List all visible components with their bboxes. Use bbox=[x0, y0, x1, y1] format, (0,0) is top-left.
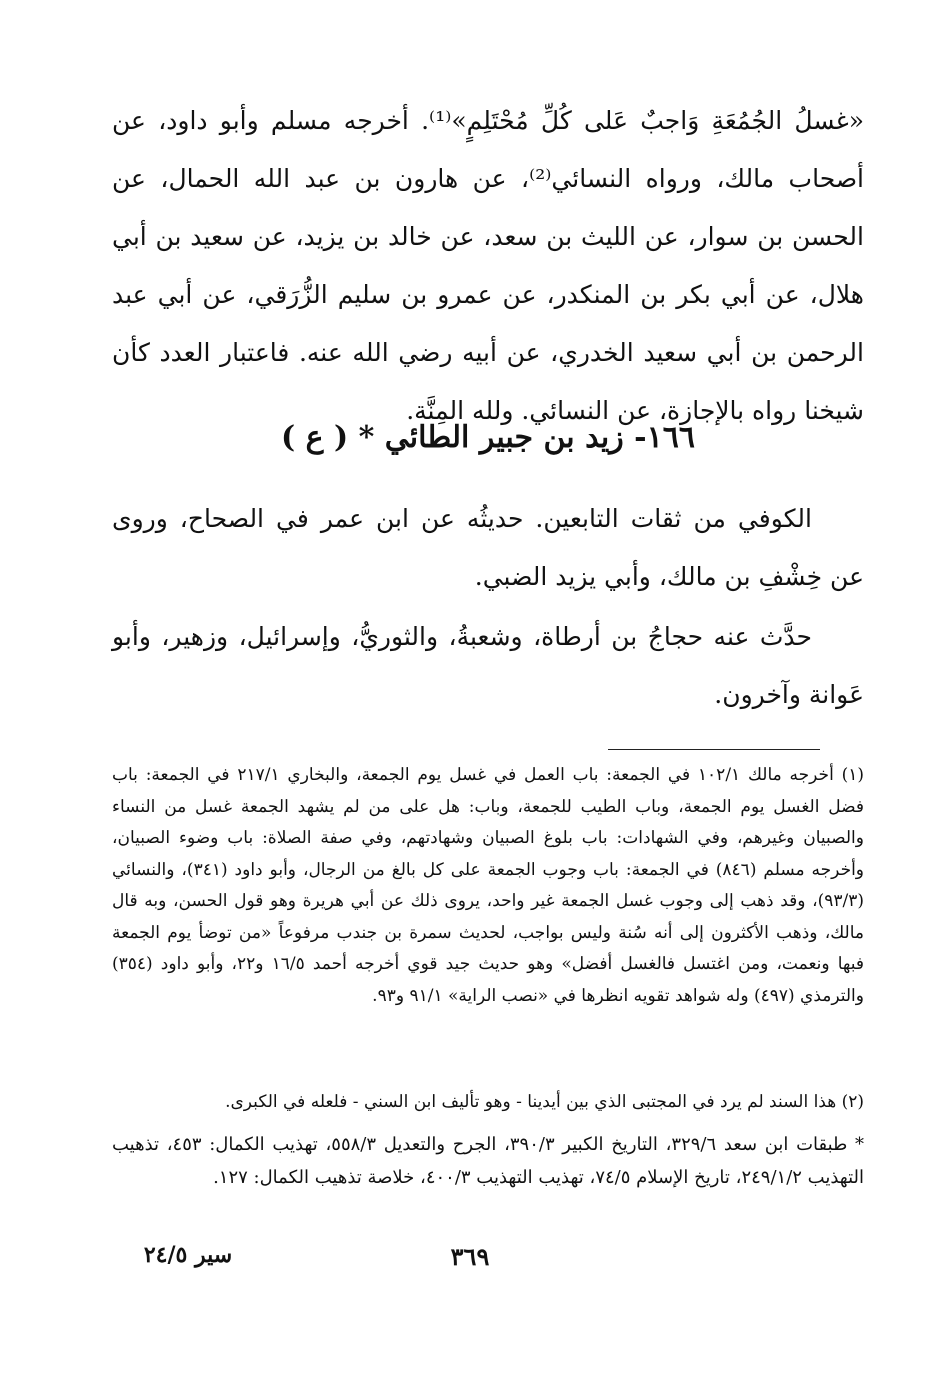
footnote-2: (٢) هذا السند لم يرد في المجتبى الذي بين أيدينا - وهو تأليف ابن السني - فلعله في الكبرى. bbox=[225, 1092, 864, 1112]
bio-paragraph-students: حدَّث عنه حجاجُ بن أرطاة، وشعبةُ، والثوريُّ، وإسرائيل، وزهير، وأبو عَوانة وآخرون. bbox=[112, 622, 864, 709]
printer-signature-mark: سير ٢٤/٥ bbox=[143, 1242, 233, 1268]
footnote-divider bbox=[608, 749, 820, 750]
page-number: ٣٦٩ bbox=[450, 1242, 490, 1271]
source-references-note: * طبقات ابن سعد ٣٢٩/٦، التاريخ الكبير ٣٩٠/٣، الجرح والتعديل ٥٥٨/٣، تهذيب الكمال: ٤٥٣، تذهيب التهذيب ٢٤٩/١/٢، تاريخ الإسلام ٧٤/٥، تهذيب التهذيب ٤٠٠/٣، خلاصة تذهيب الكمال: ١٢٧. bbox=[112, 1134, 865, 1188]
bio-paragraph-teachers: الكوفي من ثقات التابعين. حديثُه عن ابن عمر في الصحاح، وروى عن خِشْفِ بن مالك، وأبي يزيد الضبي. bbox=[112, 504, 864, 591]
main-paragraph: «غسلُ الجُمُعَةِ وَاجبٌ عَلى كُلِّ مُحْتَلِمٍ»⁽¹⁾. أخرجه مسلم وأبو داود، عن أصحاب مالك، ورواه النسائي⁽²⁾، عن هارون بن عبد الله الحمال، عن الحسن بن سوار، عن الليث بن سعد، عن خالد بن يزيد، عن سعيد بن أبي هلال، عن أبي بكر بن المنكدر، عن عمرو بن سليم الزُّرَقي، عن أبي عبد الرحمن بن أبي سعيد الخدري، عن أبيه رضي الله عنه. فاعتبار العدد كأن شيخنا رواه بالإجازة، عن النسائي. ولله المِنَّة. bbox=[112, 106, 865, 425]
entry-heading: ١٦٦- زيد بن جبير الطائي * ( ع ) bbox=[281, 420, 695, 455]
footnote-1: (١) أخرجه مالك ١٠٢/١ في الجمعة: باب العمل في غسل يوم الجمعة، والبخاري ٢١٧/١ في الجمعة: باب فضل الغسل يوم الجمعة، وباب الطيب للجمعة، وباب: هل على من لم يشهد الجمعة غسل من النساء والصبيان وغيرهم، وفي الشهادات: باب بلوغ الصبيان وشهادتهم، وفي صفة الصلاة: باب وضوء الصبيان، وأخرجه مسلم (٨٤٦) في الجمعة: باب وجوب الجمعة على كل بالغ من الرجال، وأبو داود (٣٤١)، والنسائي (٩٣/٣)، وقد ذهب إلى وجوب غسل الجمعة غير واحد، يروى ذلك عن أبي هريرة وهو قول الحسن، وبه قال مالك، وذهب الأكثرون إلى أنه سُنة وليس بواجب، لحديث سمرة بن جندب مرفوعاً «من توضأ يوم الجمعة فبها ونعمت، ومن اغتسل فالغسل أفضل» وهو حديث جيد قوي أخرجه أحمد ١٦/٥ و٢٢، وأبو داود (٣٥٤) والترمذي (٤٩٧) وله شواهد تقويه انظرها في «نصب الراية» ٩١/١ و٩٣. bbox=[112, 765, 865, 1006]
